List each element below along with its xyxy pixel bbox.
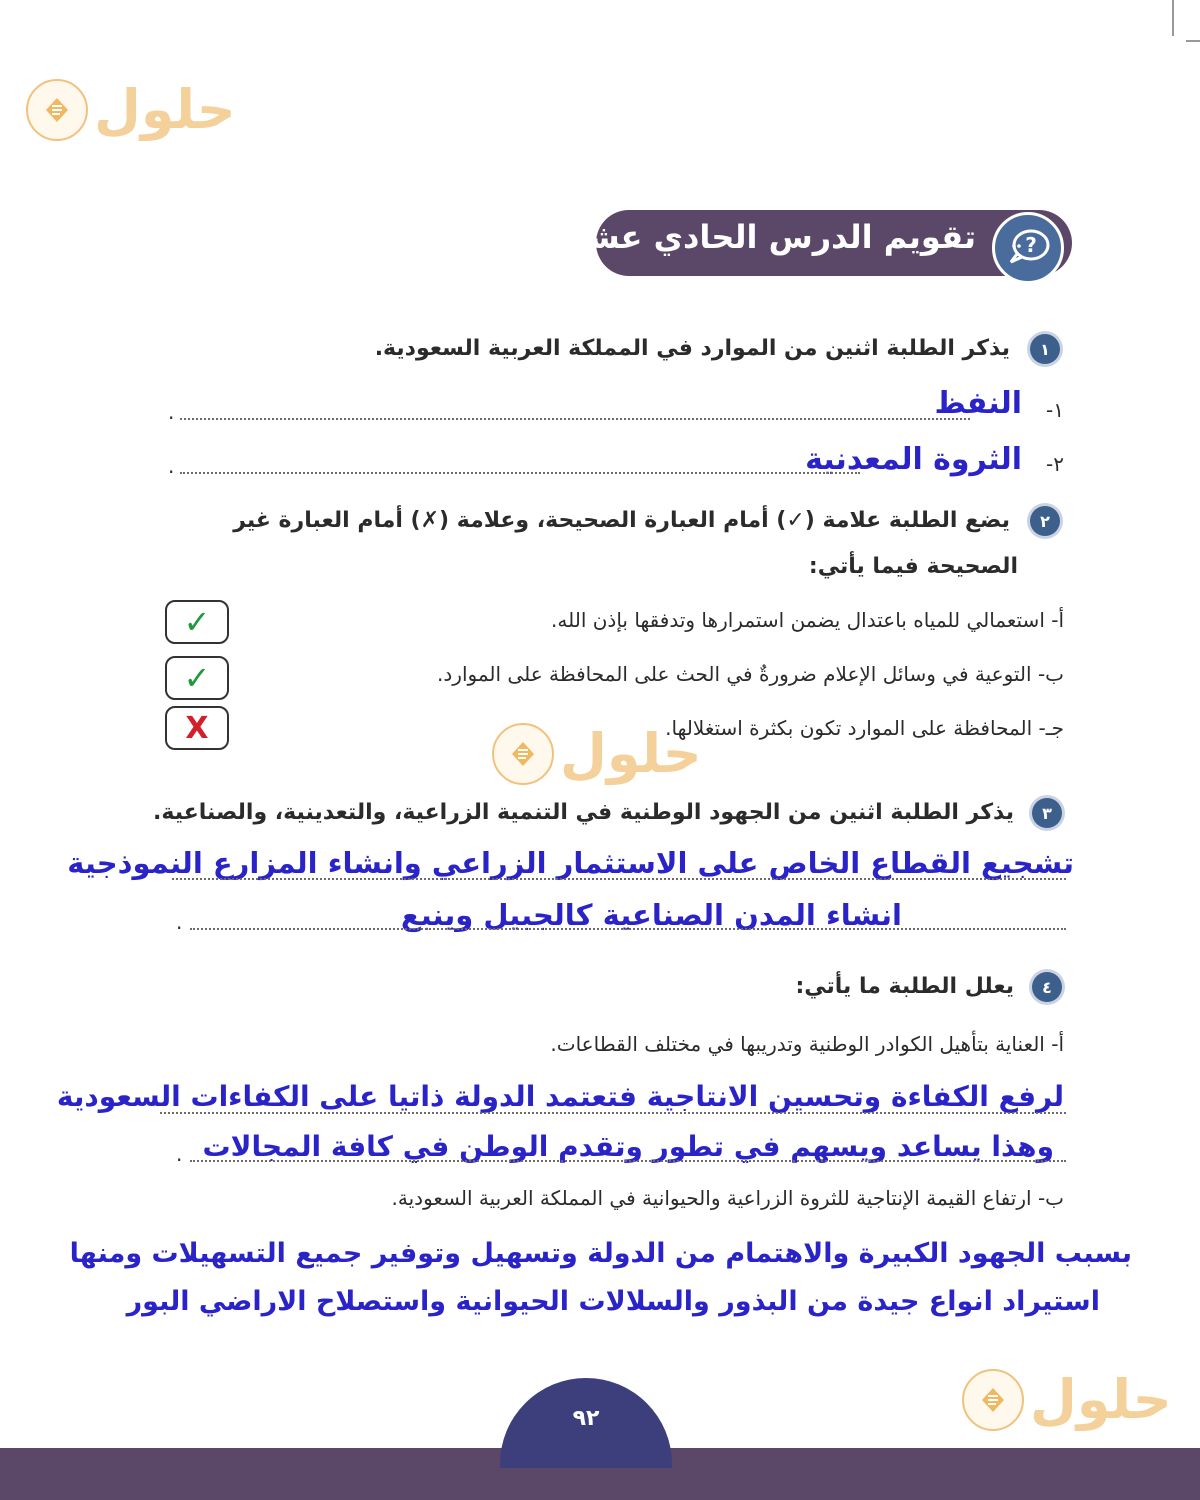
watermark-logo bbox=[962, 1368, 1172, 1431]
question-2-text-line2: الصحيحة فيما يأتي: bbox=[808, 554, 1018, 579]
watermark-text: حلول bbox=[94, 78, 236, 141]
answer-checkbox[interactable] bbox=[165, 706, 229, 750]
answer-text: وهذا يساعد ويسهم في تطور وتقدم الوطن في كافة المجالات bbox=[202, 1130, 1054, 1163]
question-3-text: يذكر الطلبة اثنين من الجهود الوطنية في التنمية الزراعية، والتعدينية، والصناعية. bbox=[153, 800, 1014, 825]
watermark-logo bbox=[26, 78, 236, 141]
cross-mark-icon: X bbox=[185, 710, 209, 746]
question-2-text-line1: يضع الطلبة علامة (✓) أمام العبارة الصحيحة، وعلامة (✗) أمام العبارة غير bbox=[233, 508, 1010, 533]
answer-text: لرفع الكفاءة وتحسين الانتاجية فتعتمد الدولة ذاتيا على الكفاءات السعودية bbox=[56, 1080, 1064, 1113]
answer-prefix: ١- bbox=[1046, 398, 1064, 422]
answer-text: انشاء المدن الصناعية كالجبيل وينبع bbox=[400, 898, 902, 932]
reason-b: ب- ارتفاع القيمة الإنتاجية للثروة الزراعية والحيوانية في المملكة العربية السعودية. bbox=[391, 1186, 1064, 1210]
answer-line bbox=[190, 1160, 1066, 1162]
watermark-text: حلول bbox=[560, 722, 702, 785]
reason-a: أ- العناية بتأهيل الكوادر الوطنية وتدريبها في مختلف القطاعات. bbox=[550, 1032, 1064, 1056]
question-number-badge: ١ bbox=[1030, 334, 1060, 364]
period-mark: . bbox=[176, 910, 183, 934]
period-mark: . bbox=[168, 400, 175, 424]
statement-a: أ- استعمالي للمياه باعتدال يضمن استمرارها وتدفقها بإذن الله. bbox=[551, 608, 1064, 632]
period-mark: . bbox=[176, 1142, 183, 1166]
question-chat-icon bbox=[992, 212, 1064, 284]
crop-mark bbox=[1186, 40, 1200, 42]
answer-text: النفظ bbox=[934, 386, 1022, 421]
statement-b: ب- التوعية في وسائل الإعلام ضرورةٌ في الحث على المحافظة على الموارد. bbox=[437, 662, 1064, 686]
question-number-badge: ٤ bbox=[1032, 972, 1062, 1002]
period-mark: . bbox=[168, 454, 175, 478]
book-coin-icon bbox=[26, 79, 88, 141]
answer-text: تشجيع القطاع الخاص على الاستثمار الزراعي وانشاء المزارع النموذجية bbox=[67, 846, 1074, 880]
watermark-text: حلول bbox=[1030, 1368, 1172, 1431]
question-4-text: يعلل الطلبة ما يأتي: bbox=[795, 974, 1014, 999]
answer-text: استيراد انواع جيدة من البذور والسلالات الحيوانية واستصلاح الاراضي البور bbox=[126, 1286, 1100, 1317]
page-number-tab bbox=[500, 1378, 672, 1468]
answer-checkbox[interactable] bbox=[165, 656, 229, 700]
answer-line bbox=[180, 418, 970, 420]
answer-prefix: ٢- bbox=[1046, 452, 1064, 476]
crop-mark bbox=[1172, 0, 1174, 36]
answer-line bbox=[160, 1112, 1066, 1114]
page-title: تقويم الدرس الحادي عشر bbox=[568, 218, 976, 256]
answer-line bbox=[172, 878, 1066, 880]
page-number: ٩٢ bbox=[572, 1406, 600, 1431]
answer-line bbox=[180, 472, 860, 474]
book-coin-icon bbox=[962, 1369, 1024, 1431]
question-number-badge: ٣ bbox=[1032, 798, 1062, 828]
answer-line bbox=[190, 928, 1066, 930]
answer-text: بسبب الجهود الكبيرة والاهتمام من الدولة وتسهيل وتوفير جميع التسهيلات ومنها bbox=[69, 1238, 1132, 1269]
check-mark-icon: ✓ bbox=[183, 659, 211, 697]
answer-text: الثروة المعدنية bbox=[805, 442, 1022, 477]
question-1-text: يذكر الطلبة اثنين من الموارد في المملكة العربية السعودية. bbox=[374, 336, 1010, 361]
lesson-title-banner bbox=[568, 210, 1072, 276]
book-coin-icon bbox=[492, 723, 554, 785]
answer-checkbox[interactable] bbox=[165, 600, 229, 644]
statement-c: جـ- المحافظة على الموارد تكون بكثرة استغلالها. bbox=[665, 716, 1064, 740]
check-mark-icon: ✓ bbox=[183, 603, 211, 641]
question-number-badge: ٢ bbox=[1030, 506, 1060, 536]
svg-text:?: ? bbox=[1025, 233, 1037, 257]
